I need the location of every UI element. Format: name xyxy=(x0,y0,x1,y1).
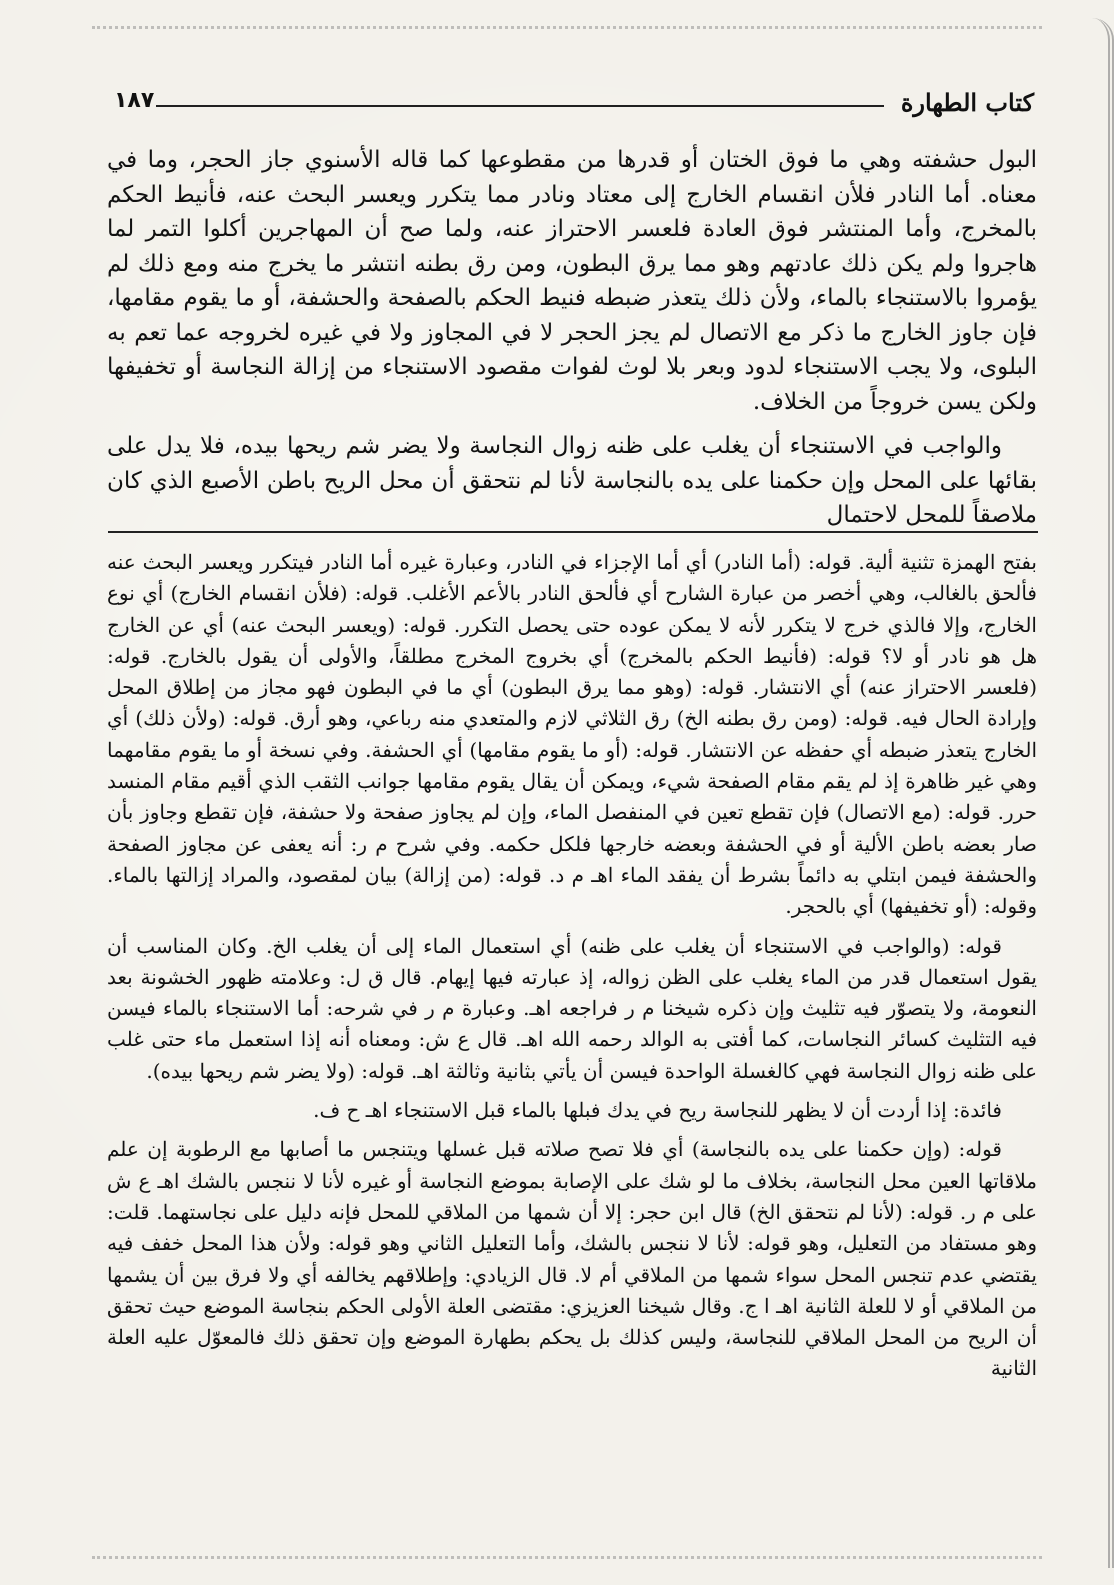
main-paragraph-2: والواجب في الاستنجاء أن يغلب على ظنه زوال النجاسة ولا يضر شم ريحها بيده، فلا يدل على بقائها على المحل وإن حكمنا على يده بالنجاسة لأنا لم نتحقق أن محل الريح باطن الأصبع الذي كان ملاصقاً للمحل لاحتمال xyxy=(107,433,1037,528)
main-paragraph-1: البول حشفته وهي ما فوق الختان أو قدرها من مقطوعها كما قاله الأسنوي جاز الحجر، وما في معناه. أما النادر فلأن انقسام الخارج إلى معتاد ونادر مما يتكرر ويعسر البحث عنه، فأنيط الحكم بالمخرج، وأما المنتشر فوق العادة فلعسر الاحتراز عنه، ولما صح أن المهاجرين أكلوا التمر لما هاجروا ولم يكن ذلك عادتهم وهو مما يرق البطون، ومن رق بطنه انتشر ما يخرج منه ومع ذلك لم يؤمروا بالاستنجاء بالماء، ولأن ذلك يتعذر ضبطه فنيط الحكم بالصفحة والحشفة، أو ما يقوم مقامها، فإن جاوز الخارج ما ذكر مع الاتصال لم يجز الحجر لا في المجاوز ولا في غيره لخروجه عما تعم به البلوى، ولا يجب الاستنجاء لدود وبعر بلا لوث لفوات مقصود الاستنجاء من إزالة النجاسة أو تخفيفها ولكن يسن خروجاً من الخلاف. xyxy=(107,147,1037,415)
chapter-title: كتاب الطهارة xyxy=(900,88,1034,117)
header-rule xyxy=(156,105,884,107)
scan-right-edge xyxy=(1064,18,1114,1568)
commentary-notes xyxy=(107,547,1037,1385)
note-paragraph-1: بفتح الهمزة تثنية ألية. قوله: (أما النادر) أي أما الإجزاء في النادر، وعبارة غيره أما النادر فيتكرر ويعسر البحث عنه فألحق بالغالب، وهي أخصر من عبارة الشارح أي فألحق النادر بالأعم الأغلب. قوله: (فلأن انقسام الخارج) أي نوع الخارج، وإلا فالذي خرج لا يتكرر لأنه لا يمكن عوده حتى يحصل التكرر. قوله: (ويعسر البحث عنه) أي عن الخارج هل هو نادر أو لا؟ قوله: (فأنيط الحكم بالمخرج) أي بخروج المخرج مطلقاً، والأولى أن يقول بالخارج. قوله: (فلعسر الاحتراز عنه) أي الانتشار. قوله: (وهو مما يرق البطون) أي ما في البطون فهو مجاز من إطلاق المحل وإرادة الحال فيه. قوله: (ومن رق بطنه الخ) رق الثلاثي لازم والمتعدي منه رباعي، وهو أرق. قوله: (ولأن ذلك) أي الخارج يتعذر ضبطه أي حفظه عن الانتشار. قوله: (أو ما يقوم مقامها) أي الحشفة. وفي نسخة أو ما يقوم مقامهما وهي غير ظاهرة إذ لم يقم مقام الصفحة شيء، ويمكن أن يقال يقوم مقامها جوانب الثقب الذي أقيم مقام المنسد حرر. قوله: (مع الاتصال) فإن تقطع تعين في المنفصل الماء، وإن لم يجاوز صفحة ولا حشفة، فإن تقطع وجاوز بأن صار بعضه باطن الألية أو في الحشفة وبعضه خارجها فلكل حكمه. وفي شرح م ر: أنه يعفى عن مجاوز الصفحة والحشفة فيمن ابتلي به دائماً بشرط أن يفقد الماء اهـ م د. قوله: (من إزالة) بيان لمقصود، والمراد إزالتها بالماء. وقوله: (أو تخفيفها) أي بالحجر. xyxy=(107,550,1038,919)
note-paragraph-2: قوله: (والواجب في الاستنجاء أن يغلب على ظنه) أي استعمال الماء إلى أن يغلب الخ. وكان المناسب أن يقول استعمال قدر من الماء يغلب على الظن زواله، إذ عبارته فيها إيهام. قال ق ل: وعلامته ظهور الخشونة بعد النعومة، ولا يتصوّر فيه تثليث وإن ذكره شيخنا م ر فراجعه اهـ. وعبارة م ر في شرحه: أما الاستنجاء بالماء فيسن فيه التثليث كسائر النجاسات، كما أفتى به الوالد رحمه الله اهـ. قال ع ش: ومعناه أنه إذا استعمل ماء حتى غلب على ظنه زوال النجاسة فهي كالغسلة الواحدة فيسن أن يأتي بثانية وثالثة اهـ. قوله: (ولا يضر شم ريحها بيده). xyxy=(107,933,1037,1083)
page-number: ١٨٧ xyxy=(114,88,155,113)
note-fayda: فائدة: إذا أردت أن لا يظهر للنجاسة ريح في يدك فبلها بالماء قبل الاستنجاء اهـ ح ف. xyxy=(313,1098,1002,1123)
note-paragraph-3: قوله: (وإن حكمنا على يده بالنجاسة) أي فلا تصح صلاته قبل غسلها ويتنجس ما أصابها مع الرطوبة إن علم ملاقاتها العين محل النجاسة، بخلاف ما لو شك على الإصابة بموضع النجاسة أو غيره لأنا لا ننجس بالشك اهـ ع ش على م ر. قوله: (لأنا لم نتحقق الخ) قال ابن حجر: إلا أن شمها من الملاقي للمحل فإنه دليل على نجاستهما. قلت: وهو مستفاد من التعليل، وهو قوله: لأنا لا ننجس بالشك، وأما التعليل الثاني وهو قوله: ولأن هذا المحل خفف فيه يقتضي عدم تنجس المحل سواء شمها من الملاقي أم لا. قال الزيادي: وإطلاقهم يخالفه أي ولا فرق بين أن يشمها من الملاقي أو لا للعلة الثانية اهـ ا ج. وقال شيخنا العزيزي: مقتضى العلة الأولى الحكم بنجاسة الموضع حيث تحقق أن الريح من المحل الملاقي للنجاسة، وليس كذلك بل يحكم بطهارة الموضع وإن تحقق ذلك فالمعوّل عليه العلة الثانية xyxy=(107,1137,1037,1381)
footnote-separator xyxy=(108,531,1038,533)
main-text xyxy=(107,143,1037,533)
page-header xyxy=(114,88,1034,128)
scan-top-edge xyxy=(92,26,1042,53)
scan-bottom-edge xyxy=(92,1536,1042,1559)
